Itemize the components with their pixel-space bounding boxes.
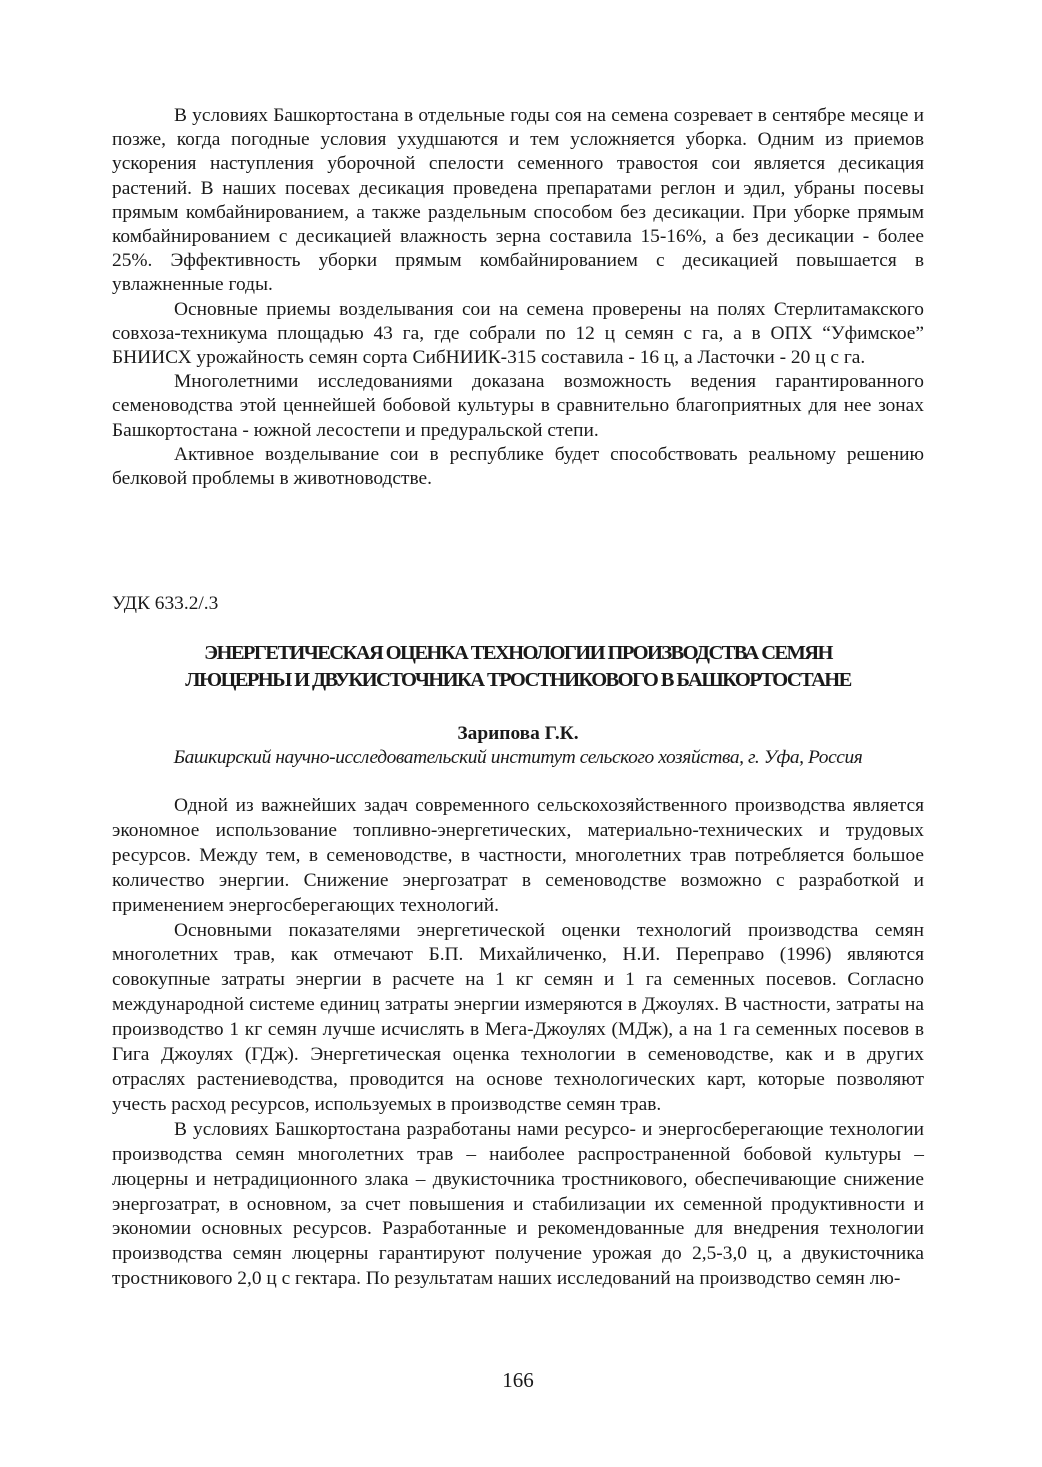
- author-name: Зарипова Г.К.: [457, 723, 579, 744]
- paragraph: Основные приемы возделывания сои на семена проверены на полях Стерлитамакского совхоза-техникума площадью 43 га, где собрали по 12 ц семян с га, а в ОПХ “Уфимское” БНИИСХ урожайность семян сорта СибНИИК-315 составила - 16 ц, а Ласточки - 20 ц с га.: [112, 298, 924, 369]
- udk-code: УДК 633.2/.3: [112, 593, 219, 614]
- page-number: 166: [502, 1368, 534, 1392]
- article-title-line: ЭНЕРГЕТИЧЕСКАЯ ОЦЕНКА ТЕХНОЛОГИИ ПРОИЗВОДСТВА СЕМЯН: [204, 642, 832, 664]
- paragraph: Активное возделывание сои в республике будет способствовать реальному решению белковой проблемы в животноводстве.: [112, 443, 924, 490]
- article-title: [112, 640, 924, 694]
- paragraph: В условиях Башкортостана в отдельные годы соя на семена созревает в сентябре месяце и позже, когда погодные условия ухудшаются и тем усложняется уборка. Одним из приемов ускорения наступления уборочной спелости семенного травостоя сои является десикация растений. В наших посевах десикация проведена препаратами реглон и эдил, убраны посевы прямым комбайнированием, а также раздельным способом без десикации. При уборке прямым комбайнированием с десикацией влажность зерна составила 15-16%, а без десикации - более 25%. Эффективность уборки прямым комбайнированием с десикацией повышается в увлажненные годы.: [112, 105, 924, 296]
- paragraph: Основными показателями энергетической оценки технологий производства семян многолетних трав, как отмечают Б.П. Михайличенко, Н.И. Переправо (1996) являются совокупные затраты энергии в расчете на 1 кг семян и 1 га семенных посевов. Согласно международной системе единиц затраты энергии измеряются в Джоулях. В частности, затраты на производство 1 кг семян лучше исчислять в Мега-Джоулях (МДж), а на 1 га семенных посевов в Гига Джоулях (ГДж). Энергетическая оценка технологии в семеноводстве, как и в других отраслях растениеводства, проводится на основе технологических карт, которые позволяют учесть расход ресурсов, используемых в производстве семян трав.: [112, 919, 924, 1115]
- article-title-line: ЛЮЦЕРНЫ И ДВУКИСТОЧНИКА ТРОСТНИКОВОГО В БАШКОРТОСТАНЕ: [185, 669, 851, 691]
- paragraph: В условиях Башкортостана разработаны нами ресурсо- и энергосберегающие технологии производства семян многолетних трав – наиболее распространенной бобовой культуры – люцерны и нетрадиционного злака – двукисточника тростникового, обеспечивающие снижение энергозатрат, в основном, за счет повышения и стабилизации их семенной продуктивности и экономии основных ресурсов. Разработанные и рекомендованные для внедрения технологии производства семян люцерны гарантируют получение урожая до 2,5-3,0 ц, а двукисточника тростникового 2,0 ц с гектара. По результатам наших исследований на производство семян лю-: [112, 1118, 924, 1290]
- author-affiliation: Башкирский научно-исследовательский институт сельского хозяйства, г. Уфа, Россия: [173, 747, 863, 768]
- paragraph: Многолетними исследованиями доказана возможность ведения гарантированного семеноводства этой ценнейшей бобовой культуры в сравнительно благоприятных для нее зонах Башкортостана - южной лесостепи и предуральской степи.: [112, 371, 924, 441]
- previous-article-ending: [112, 104, 924, 491]
- paragraph: Одной из важнейших задач современного сельскохозяйственного производства является экономное использование топливно-энергетических, материально-технических и трудовых ресурсов. Между тем, в семеноводстве, в частности, многолетних трав потребляется большое количество энергии. Снижение энергозатрат в семеноводстве возможно с разработкой и применением энергосберегающих технологий.: [112, 795, 924, 916]
- article-body: [112, 794, 924, 1292]
